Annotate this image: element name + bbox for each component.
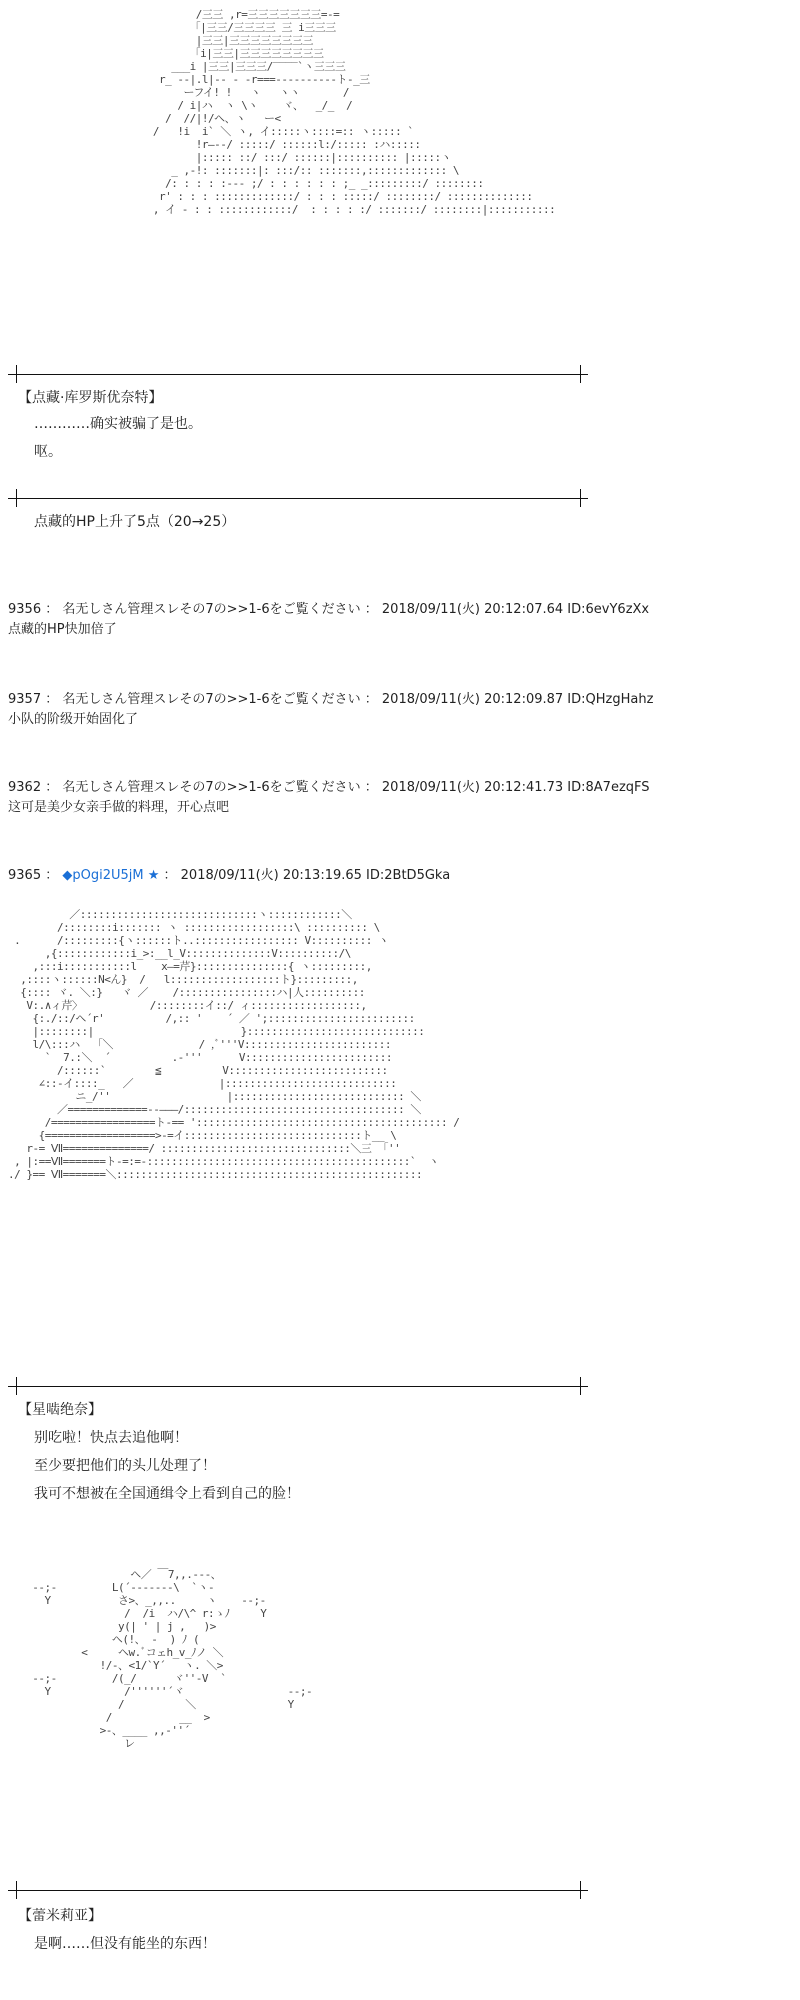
ascii-art-line: ___i |三三|三三三/‾‾‾‾`ヽ三三三 xyxy=(110,60,346,73)
ascii-art-line: ` 7.:＼ ´ .-''' V:::::::::::::::::::::::: xyxy=(8,1051,392,1064)
ascii-art-line: l/\:::ハ 「＼ / ,ﾞ'''V:::::::::::::::::::::::: xyxy=(8,1038,391,1051)
ascii-art-line: r_ -‐|.l|-- - -r===----------ト-_三 xyxy=(110,73,370,86)
dialogue-line: 是啊……但没有能坐的东西！ xyxy=(34,1936,216,1952)
ascii-art-line: /: : : : :‐‐- ;/ : : : : : : ;_ _:::::::::/ :::::::: xyxy=(110,177,484,190)
ascii-art-line: ,::::ヽ::::::N<ん} / l::::::::::::::::::ト}:::::::::, xyxy=(8,973,358,986)
ascii-art-line: ／:::::::::::::::::::::::::::::ヽ::::::::::::＼ xyxy=(8,908,352,921)
status-text: 点藏的HP上升了5点（20→25） xyxy=(34,514,236,530)
separator-line xyxy=(8,1386,588,1387)
ascii-art-line: _ ,-!: :::::::|: :::/:: :::::::,::::::::::::: \ xyxy=(110,164,459,177)
ascii-art-line: / !i i` ＼ ヽ, イ:::::ヽ::::=:: ヽ::::: ` xyxy=(110,125,414,138)
ascii-art-line: r-= Ⅶ==============/ :::::::::::::::::::::::::::::::＼三 「'' xyxy=(8,1142,401,1155)
ascii-art-line: / ＼ Y xyxy=(20,1698,294,1711)
ascii-art-line: {:./::/ヘ´r' /,:: ' ´ ／ ';:::::::::::::::::::::::: xyxy=(8,1012,415,1025)
separator-tick xyxy=(580,365,581,383)
post-header: 9362 ： 名无しさん管理スレその7の>>1-6をご覧ください ： 2018/09/11(火) 20:12:41.73 ID:8A7ezqFS xyxy=(8,780,650,795)
separator-tick xyxy=(580,1377,581,1395)
post-body: 这可是美少女亲手做的料理，开心点吧 xyxy=(8,800,230,815)
separator-line xyxy=(8,374,588,375)
dialogue-line: …………确实被骗了是也。 xyxy=(34,416,202,432)
separator-tick xyxy=(580,1881,581,1899)
ascii-art-line: ∠::-イ::::_ ／ |:::::::::::::::::::::::::::: xyxy=(8,1077,397,1090)
ascii-art-line: 「i|三三|三三三三三三三三 xyxy=(110,47,324,60)
ascii-art-line: ヘ(!、 - ) ﾉ ( xyxy=(20,1633,200,1646)
dialogue-line: 呕。 xyxy=(34,444,62,460)
ascii-art-line: -‐;- /(_/ ヾ''-V ` xyxy=(20,1672,227,1685)
separator-tick xyxy=(16,1881,17,1899)
ascii-art-line: . /:::::::::{ヽ::::::ト..::::::::::::::::: V:::::::::: ヽ xyxy=(8,934,389,947)
ascii-art-line: ./ }== Ⅶ=======＼:::::::::::::::::::::::::::::::::::::::::::::::::: xyxy=(8,1168,423,1181)
post-header: 9357 ： 名无しさん管理スレその7の>>1-6をご覧ください ： 2018/09/11(火) 20:12:09.87 ID:QHzgHahz xyxy=(8,692,654,707)
separator-tick xyxy=(16,489,17,507)
ascii-art-ninja xyxy=(110,8,555,216)
ascii-art-line: |三三|三三三三三三三三 xyxy=(110,34,313,47)
ascii-art-line: , |:==Ⅶ=======ト-=:=-:::::::::::::::::::::::::::::::::::::::::::` ヽ xyxy=(8,1155,439,1168)
separator-line xyxy=(8,498,588,499)
ascii-art-line: < ヘw.ﾞコェh_v_ﾉノ ＼ xyxy=(20,1646,224,1659)
ascii-art-line: V:.∧ィ芹〉 /::::::::イ::/ ィ::::::::::::::::::, xyxy=(8,999,367,1012)
ascii-art-line: y(| ' | j , )> xyxy=(20,1620,216,1633)
ascii-art-line: 「|三三/三三三三 三 i三三三 xyxy=(110,21,336,34)
ascii-art-line: /::::::::i::::::: ヽ ::::::::::::::::::\ :::::::::: \ xyxy=(8,921,380,934)
ascii-art-line: {==================>-=イ:::::::::::::::::::::::::::::ト__ \ xyxy=(8,1129,397,1142)
ascii-art-line: / i|ハ ヽ \ヽ ヾ、 _/_ / xyxy=(110,99,353,112)
ascii-art-line: ヘ／ ￣7,,.---、 xyxy=(20,1568,222,1581)
ascii-art-girl-eating xyxy=(8,908,459,1181)
post-body: 点藏的HP快加倍了 xyxy=(8,622,117,637)
ascii-art-line: r' : : : :::::::::::::/ : : : :::::/ ::::::::/ :::::::::::::: xyxy=(110,190,533,203)
ascii-art-line: ニ_/'' |:::::::::::::::::::::::::::: ＼ xyxy=(8,1090,421,1103)
dialogue-line: 至少要把他们的头儿处理了！ xyxy=(34,1458,216,1474)
trip-code: ◆pOgi2U5jM ★ xyxy=(62,868,160,883)
ascii-art-line: |::::::::| }::::::::::::::::::::::::::::: xyxy=(8,1025,425,1038)
separator-line xyxy=(8,1890,588,1891)
post-meta: ： 2018/09/11(火) 20:13:19.65 ID:2BtD5Gka xyxy=(159,868,451,883)
ascii-art-line: / /i ハ/\^ r:ゝﾉ Y xyxy=(20,1607,267,1620)
ascii-art-chibi xyxy=(20,1568,312,1750)
separator-tick xyxy=(16,1377,17,1395)
speaker-label: 【星啮绝奈】 xyxy=(18,1402,102,1418)
ascii-art-line: / //|!/ヘ、ヽ ー< xyxy=(110,112,281,125)
ascii-art-line: ーフイ! ! ヽ ヽヽ / xyxy=(110,86,350,99)
ascii-art-line: /=================ト-== '::::::::::::::::::::::::::::::::::::::::: / xyxy=(8,1116,460,1129)
ascii-art-line: Y さ>、_,,.. ヽ -‐;- xyxy=(20,1594,266,1607)
post-number: 9365 ： xyxy=(8,868,63,883)
ascii-art-line: ,:::i:::::::::::l x―=芹}:::::::::::::::{ ヽ:::::::::, xyxy=(8,960,372,973)
dialogue-line: 别吃啦！快点去追他啊！ xyxy=(34,1430,188,1446)
ascii-art-line: ／=============--―――/:::::::::::::::::::::::::::::::::::: ＼ xyxy=(8,1103,421,1116)
dialogue-line: 我可不想被在全国通缉令上看到自己的脸！ xyxy=(34,1486,300,1502)
ascii-art-line: Y /''''''´ヾ -‐;- xyxy=(20,1685,313,1698)
speaker-label: 【蕾米莉亚】 xyxy=(18,1908,102,1924)
separator-tick xyxy=(580,489,581,507)
ascii-art-line: >-、____ ,,-''´ xyxy=(20,1724,190,1737)
separator-tick xyxy=(16,365,17,383)
ascii-art-line: , イ ‐ : : ::::::::::::/ : : : : :/ :::::::/ ::::::::|::::::::::: xyxy=(110,203,556,216)
ascii-art-line: {:::: ヾ. ＼:} ヾ ／ /::::::::::::::::ハ|人:::::::::: xyxy=(8,986,365,999)
ascii-art-line: ,{::::::::::::i_>:__l_V::::::::::::::V::::::::::/\ xyxy=(8,947,351,960)
speaker-label: 【点藏·库罗斯优奈特】 xyxy=(18,390,163,406)
ascii-art-line: レ xyxy=(20,1737,135,1750)
ascii-art-line: |::::: ::/ :::/ ::::::|:::::::::: |:::::ヽ xyxy=(110,151,452,164)
ascii-art-line: / __ > xyxy=(20,1711,210,1724)
ascii-art-line: !/-、<1/`Y´ ヽ. ＼> xyxy=(20,1659,223,1672)
post-header: 9356 ： 名无しさん管理スレその7の>>1-6をご覧ください ： 2018/09/11(火) 20:12:07.64 ID:6evY6zXx xyxy=(8,602,650,617)
ascii-art-line: /三三 ,r=三三三三三三三=-= xyxy=(110,8,340,21)
ascii-art-line: -‐;- L(´‐‐‐‐‐‐‐\ `ヽ- xyxy=(20,1581,215,1594)
ascii-art-line: !r―--/ :::::/ ::::::l:/::::: :ハ::::: xyxy=(110,138,427,151)
post-body: 小队的阶级开始固化了 xyxy=(8,712,139,727)
post-header-9365 xyxy=(8,866,450,886)
ascii-art-line: /::::::` ≦ V:::::::::::::::::::::::::: xyxy=(8,1064,388,1077)
